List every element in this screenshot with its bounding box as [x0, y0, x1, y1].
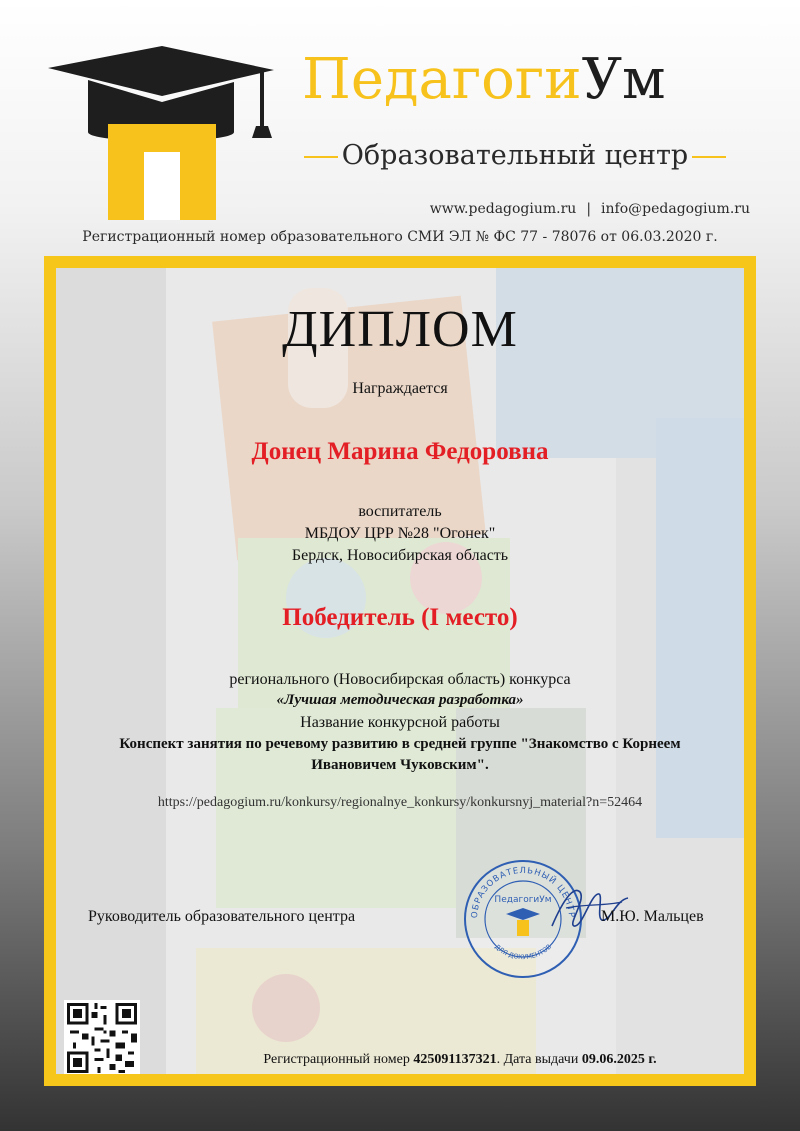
- diploma-content: [56, 268, 744, 1074]
- diploma-title: ДИПЛОМ: [282, 301, 518, 358]
- brand-subtitle: [270, 140, 760, 171]
- stamp-brand: ПедагогиУм: [494, 895, 552, 905]
- work-title-line2: Ивановичем Чуковским".: [311, 757, 489, 773]
- brand-part2: Ум: [581, 47, 666, 112]
- diploma-frame: [44, 256, 756, 1086]
- website-link[interactable]: www.pedagogium.ru: [429, 201, 577, 217]
- awarded-label: Награждается: [352, 380, 448, 397]
- media-registration: Регистрационный номер образовательного СМИ ЭЛ № ФС 77 - 78076 от 06.03.2020 г.: [82, 229, 718, 245]
- brand-title: [302, 47, 666, 112]
- contest-description: регионального (Новосибирская область) конкурса: [229, 671, 571, 688]
- brand-part1: Педагоги: [302, 47, 582, 112]
- contest-nomination: «Лучшая методическая разработка»: [276, 692, 524, 708]
- subtitle-dash-right: [692, 156, 726, 158]
- recipient-name: Донец Марина Федоровна: [251, 438, 549, 465]
- stamp-text-bottom: ДЛЯ ДОКУМЕНТОВ: [493, 942, 553, 962]
- subtitle-text: Образовательный центр: [341, 140, 689, 171]
- leader-name: М.Ю. Мальцев: [601, 908, 704, 925]
- contacts-separator: |: [586, 201, 592, 217]
- work-link[interactable]: https://pedagogium.ru/konkursy/regionalnye_konkursy/konkursnyj_material?n=52464: [157, 795, 643, 810]
- recipient-position: воспитатель: [358, 503, 442, 520]
- contacts: [430, 201, 750, 217]
- reg-label: Регистрационный номер: [263, 1052, 410, 1067]
- work-title-line1: Конспект занятия по речевому развитию в средней группе "Знакомство с Корнеем: [119, 736, 681, 752]
- date-label: . Дата выдачи: [496, 1052, 579, 1067]
- email-link[interactable]: info@pedagogium.ru: [601, 201, 750, 217]
- subtitle-dash-left: [304, 156, 338, 158]
- recipient-location: Бердск, Новосибирская область: [291, 547, 509, 564]
- reg-number: 425091137321: [413, 1052, 497, 1067]
- leader-title: Руководитель образовательного центра: [88, 908, 356, 925]
- stamp-text-top: ОБРАЗОВАТЕЛЬНЫЙ ЦЕНТР: [469, 865, 577, 919]
- issue-date: 09.06.2025 г.: [581, 1052, 657, 1067]
- award-place: Победитель (I место): [282, 604, 518, 631]
- work-title-label: Название конкурсной работы: [300, 714, 500, 731]
- graduation-cap-logo-icon: [44, 40, 274, 220]
- footer-registration: [56, 1052, 744, 1068]
- recipient-organization: МБДОУ ЦРР №28 "Огонек": [304, 525, 496, 542]
